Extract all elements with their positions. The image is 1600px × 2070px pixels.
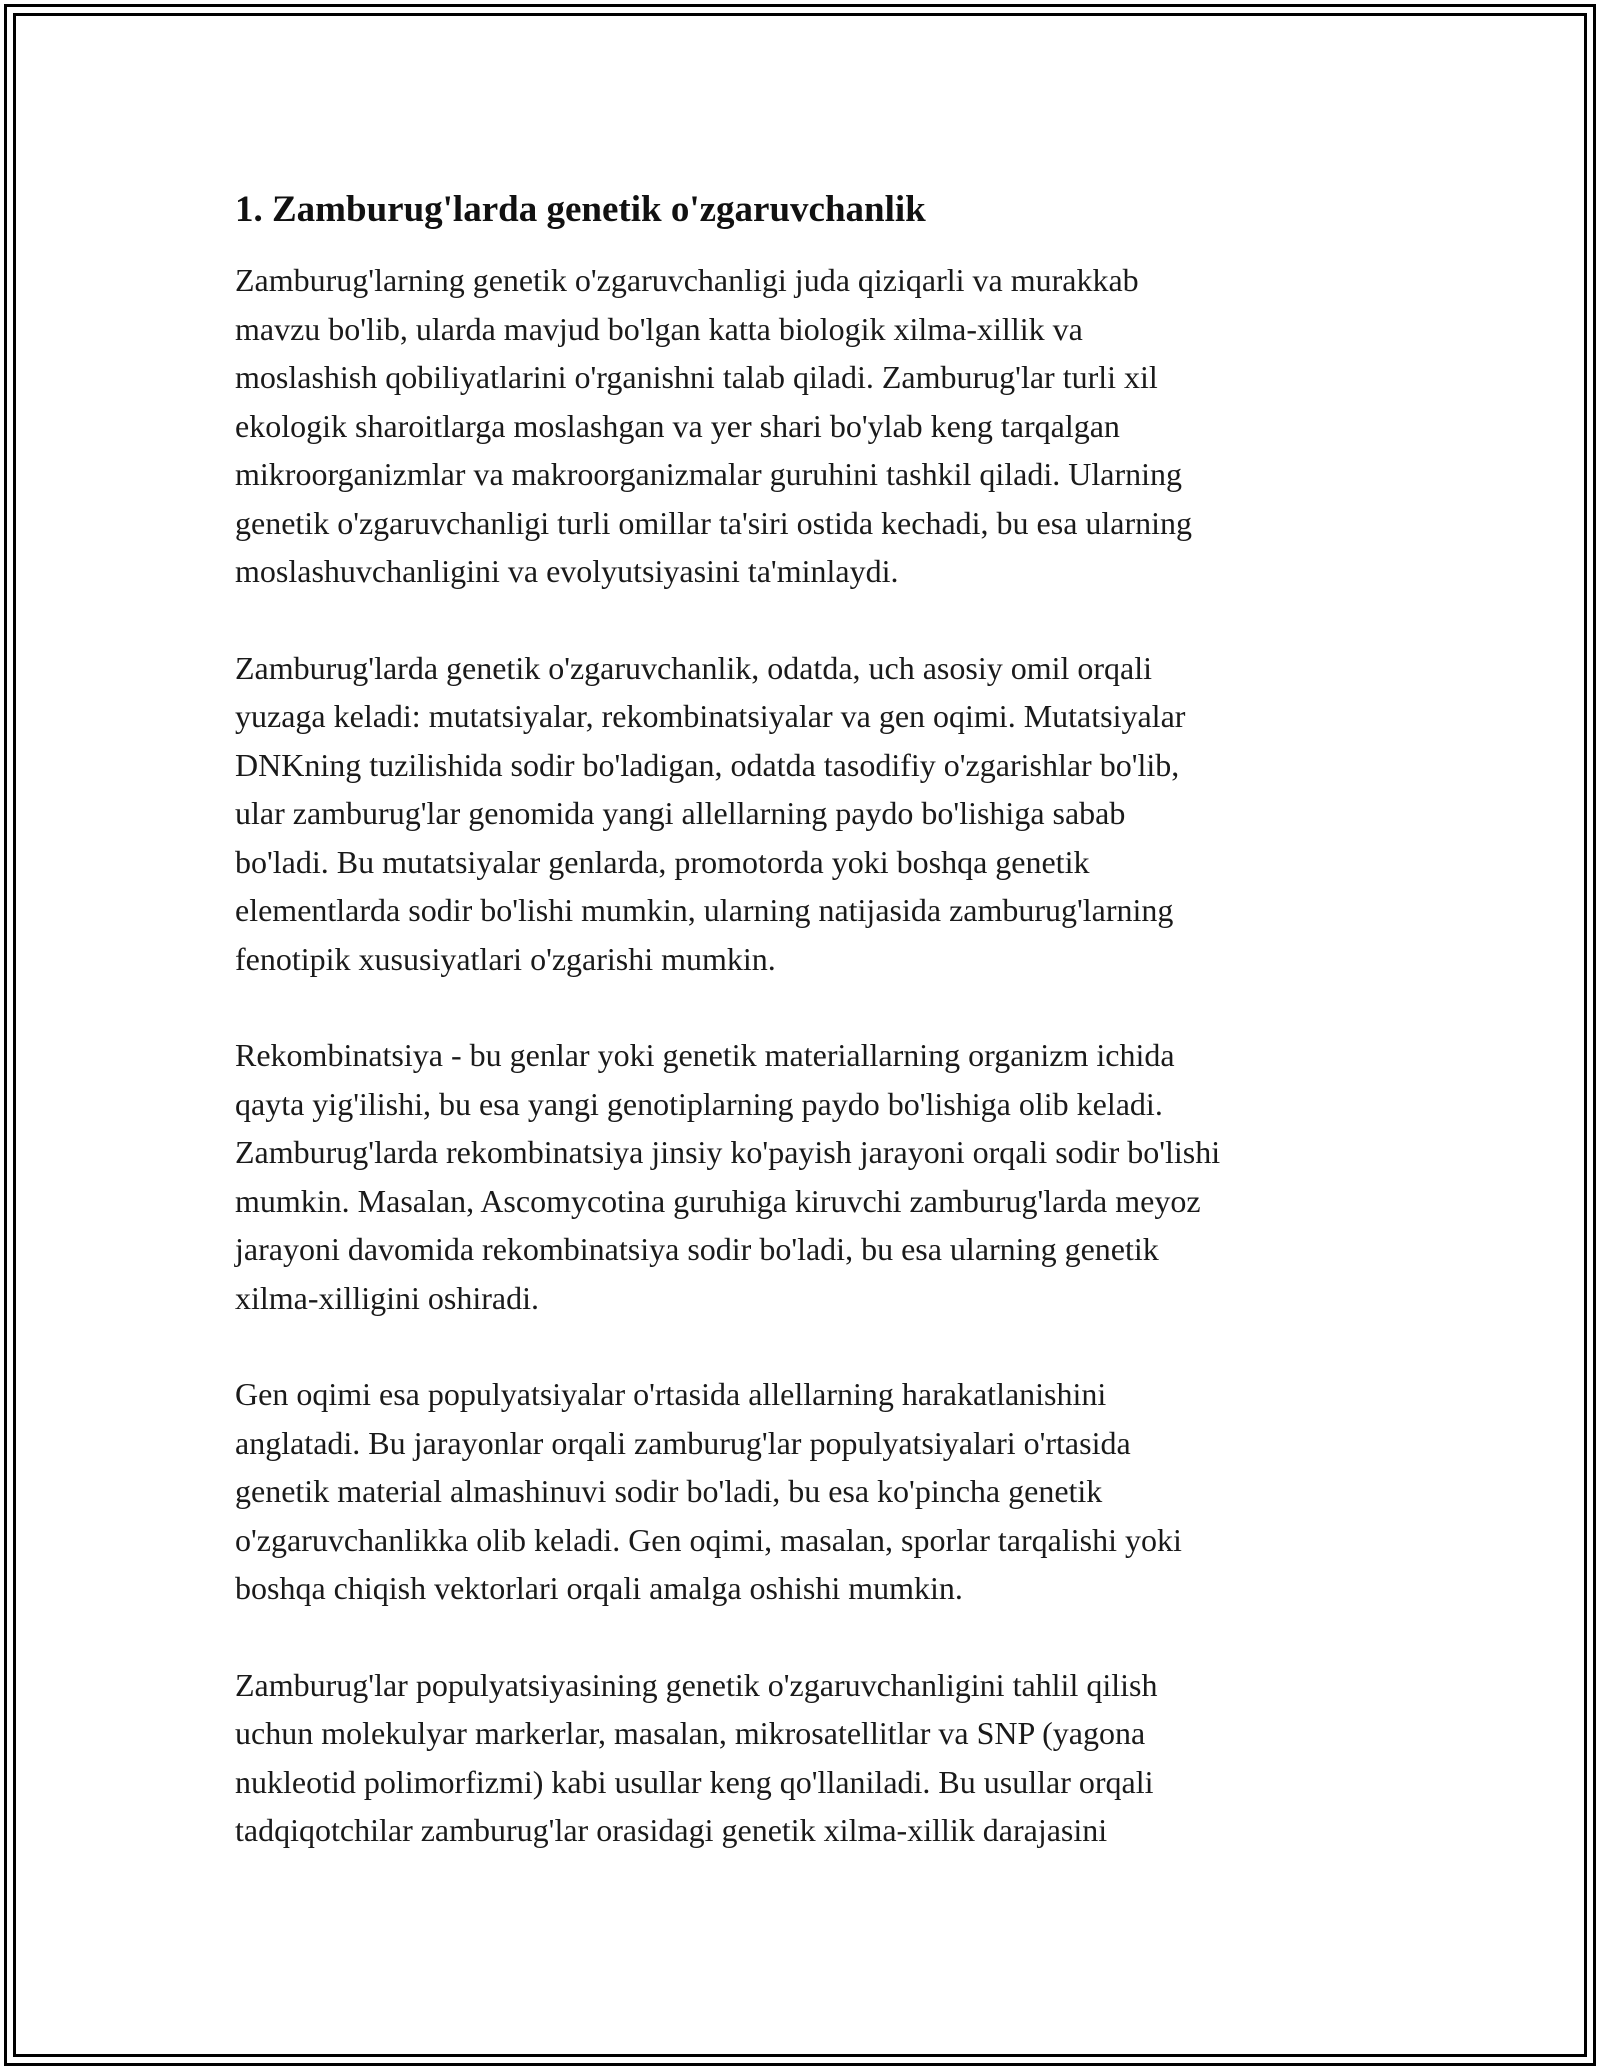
text-line: boshqa chiqish vektorlari orqali amalga oshishi mumkin. [235, 1570, 963, 1606]
text-line: mumkin. Masalan, Ascomycotina guruhiga kiruvchi zamburug'larda meyoz [235, 1182, 1201, 1219]
text-line: fenotipik xususiyatlari o'zgarishi mumkin. [235, 940, 776, 977]
text-line: DNKning tuzilishida sodir bo'ladigan, odatda tasodifiy o'zgarishlar bo'lib, [235, 746, 1180, 783]
text-line: bo'ladi. Bu mutatsiyalar genlarda, promotorda yoki boshqa genetik [235, 843, 1090, 880]
text-line: Gen oqimi esa populyatsiyalar o'rtasida allellarning harakatlanishini [235, 1376, 1107, 1412]
section-heading: 1. Zamburug'larda genetik o'zgaruvchanlik [235, 189, 926, 230]
text-line: anglatadi. Bu jarayonlar orqali zamburug'lar populyatsiyalari o'rtasida [235, 1424, 1131, 1461]
text-line: mavzu bo'lib, ularda mavjud bo'lgan katta biologik xilma-xillik va [235, 310, 1083, 347]
text-line: qayta yig'ilishi, bu esa yangi genotiplarning paydo bo'lishiga olib keladi. [235, 1085, 1163, 1122]
text-line: ular zamburug'lar genomida yangi allellarning paydo bo'lishiga sabab [235, 795, 1126, 831]
text-line: yuzaga keladi: mutatsiyalar, rekombinatsiyalar va gen oqimi. Mutatsiyalar [235, 698, 1186, 734]
text-line: genetik material almashinuvi sodir bo'ladi, bu esa ko'pincha genetik [235, 1473, 1103, 1509]
text-line: Zamburug'larda genetik o'zgaruvchanlik, odatda, uch asosiy omil orqali [235, 649, 1153, 686]
text-line: jarayoni davomida rekombinatsiya sodir bo'ladi, bu esa ularning genetik [235, 1231, 1159, 1267]
text-line: elementlarda sodir bo'lishi mumkin, ularning natijasida zamburug'larning [235, 892, 1174, 928]
text-line: nukleotid polimorfizmi) kabi usullar keng qo'llaniladi. Bu usullar orqali [235, 1763, 1154, 1800]
document-body [235, 186, 1375, 1903]
text-line: ekologik sharoitlarga moslashgan va yer shari bo'ylab keng tarqalgan [235, 407, 1120, 444]
text-line: Zamburug'larning genetik o'zgaruvchanligi juda qiziqarli va murakkab [235, 262, 1139, 298]
text-line: mikroorganizmlar va makroorganizmalar guruhini tashkil qiladi. Ularning [235, 456, 1183, 492]
text-line: moslashish qobiliyatlarini o'rganishni talab qiladi. Zamburug'lar turli xil [235, 359, 1158, 395]
text-line: tadqiqotchilar zamburug'lar orasidagi genetik xilma-xillik darajasini [235, 1812, 1108, 1848]
text-line: Zamburug'larda rekombinatsiya jinsiy ko'payish jarayoni orqali sodir bo'lishi [235, 1134, 1221, 1170]
text-line: xilma-xilligini oshiradi. [235, 1279, 539, 1316]
text-line: uchun molekulyar markerlar, masalan, mikrosatellitlar va SNP (yagona [235, 1715, 1146, 1751]
text-line: moslashuvchanligini va evolyutsiyasini ta'minlaydi. [235, 553, 899, 589]
paragraph-1 [235, 256, 1375, 596]
paragraph-5 [235, 1661, 1375, 1855]
text-line: Rekombinatsiya - bu genlar yoki genetik materiallarning organizm ichida [235, 1037, 1175, 1073]
paragraph-2 [235, 644, 1375, 984]
text-line: genetik o'zgaruvchanligi turli omillar ta'siri ostida kechadi, bu esa ularning [235, 504, 1193, 541]
text-line: Zamburug'lar populyatsiyasining genetik o'zgaruvchanligini tahlil qilish [235, 1666, 1158, 1703]
text-line: o'zgaruvchanlikka olib keladi. Gen oqimi, masalan, sporlar tarqalishi yoki [235, 1521, 1182, 1558]
paragraph-4 [235, 1370, 1375, 1613]
paragraph-3 [235, 1031, 1375, 1322]
